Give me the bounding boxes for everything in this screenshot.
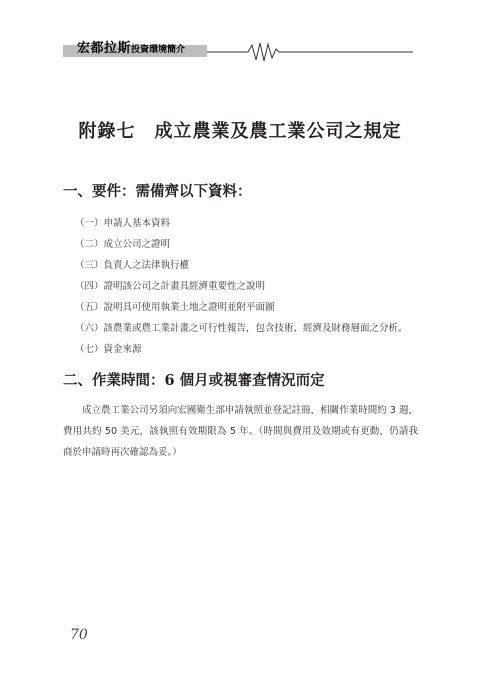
section-heading-requirements: 一、要件：需備齊以下資料： <box>63 183 252 200</box>
header-title-main: 宏都拉斯 <box>77 41 132 56</box>
page-title: 附錄七 成立農業及農工業公司之規定 <box>78 121 402 142</box>
list-item: （三）負責人之法律執行權 <box>75 260 190 271</box>
list-item: （六）該農業或農工業計畫之可行性報告，包含技術、經濟及財務層面之分析。 <box>75 323 408 334</box>
header-title-sub: 投資環境簡介 <box>131 45 186 55</box>
header-title <box>77 39 185 59</box>
list-item: （一）申請人基本資料 <box>75 218 171 229</box>
requirements-list <box>75 213 408 360</box>
list-item: （二）成立公司之證明 <box>75 239 171 250</box>
list-item: （四）證明該公司之計畫具經濟重要性之說明 <box>75 281 266 292</box>
section-heading-processing-time: 二、作業時間：6 個月或視審查情況而定 <box>63 372 325 389</box>
list-item: （七）資金來源 <box>75 344 142 355</box>
body-paragraph: 成立農工業公司另須向宏國衛生部申請執照並登記註冊，相關作業時間約 3 週，費用共約 50 美元，該執照有效期限為 5 年。（時間與費用及效期或有更動，仍請我商於申請時再次確認為妥。） <box>63 405 418 458</box>
list-item: （五）說明具可使用執業土地之證明並附平面圖 <box>75 302 275 313</box>
page-number: 70 <box>70 627 88 643</box>
running-header <box>63 35 423 65</box>
